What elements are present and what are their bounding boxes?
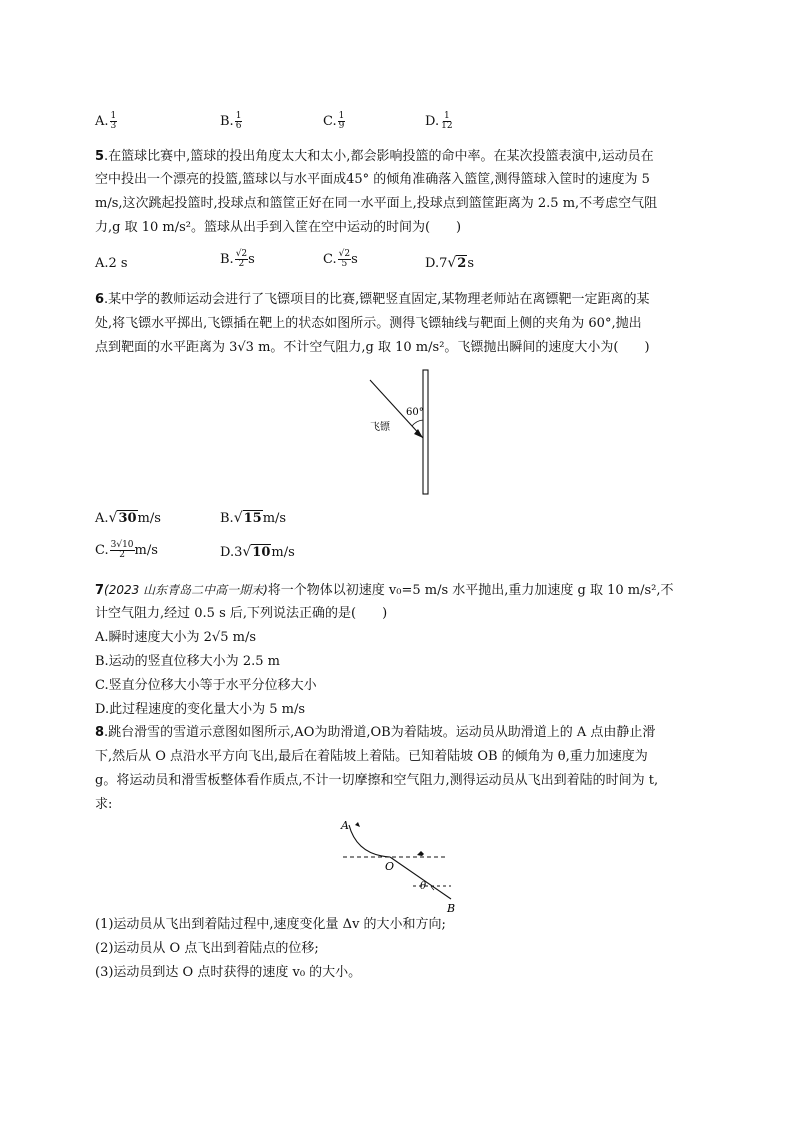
q5-option-a: A. 2 s <box>95 256 128 271</box>
point-a-label: A <box>341 819 349 832</box>
q8-sub-2: (2)运动员从 O 点飞出到着陆点的位移; <box>95 941 319 956</box>
q5-option-d: D. 7 √ 2 s <box>425 255 475 271</box>
fraction: $\frac{3√10}{2}$ <box>110 540 134 560</box>
q6-line-1: 6.某中学的教师运动会进行了飞镖项目的比赛,镖靶竖直固定,某物理老师站在离镖靶一定距离的某 <box>95 292 650 307</box>
square-root: √ 2 <box>447 255 467 271</box>
q7-option-b: B.运动的竖直位移大小为 2.5 m <box>95 654 280 669</box>
point-o-label: O <box>385 860 395 873</box>
run-in-slope <box>349 825 390 857</box>
fraction: $\frac{1}{3}$ <box>110 111 117 131</box>
q4-option-d: D. $\frac{1}{12}$ <box>425 111 453 131</box>
question-number: 5 <box>95 149 105 164</box>
q5-line-1: 5.在篮球比赛中,篮球的投出角度太大和太小,都会影响投篮的命中率。在某次投篮表演中,运动员在 <box>95 149 654 164</box>
q6-option-c: C. $\frac{3√10}{2}$ m/s <box>95 540 158 560</box>
question-source: (2023 山东青岛二中高一期末) <box>104 583 268 597</box>
q6-option-b: B. √ 15 m/s <box>220 510 287 526</box>
angle-label: 60° <box>406 407 424 418</box>
fraction: $\frac{1}{9}$ <box>338 111 345 131</box>
q7-option-a: A.瞬时速度大小为 2√5 m/s <box>95 630 256 645</box>
q5-line-3: m/s,这次跳起投篮时,投球点和篮筐正好在同一水平面上,投球点到篮筐距离为 2.5 m,不考虑空气阻 <box>95 196 658 211</box>
q6-option-a: A. √ 30 m/s <box>95 510 161 526</box>
question-number: 8 <box>95 725 105 740</box>
skier-at-a-icon <box>355 822 360 827</box>
q8-sub-3: (3)运动员到达 O 点时获得的速度 v₀ 的大小。 <box>95 965 362 980</box>
question-number: 7 <box>95 583 105 598</box>
dart-label: 飞镖 <box>370 422 390 433</box>
q4-option-c: C. $\frac{1}{9}$ <box>323 111 345 131</box>
q5-option-b: B. $\frac{√2}{2}$ s <box>220 249 255 269</box>
fraction: $\frac{√2}{2}$ <box>235 249 248 269</box>
angle-arc <box>412 420 423 426</box>
q8-line-4: 求: <box>95 797 113 812</box>
q8-line-3: g。将运动员和滑雪板整体看作质点,不计一切摩擦和空气阻力,测得运动员从飞出到着陆的时间为 t, <box>95 773 659 788</box>
q7-option-c: C.竖直分位移大小等于水平分位移大小 <box>95 678 317 693</box>
q4-option-b: B. $\frac{1}{6}$ <box>220 111 242 131</box>
q6-option-d: D. 3 √ 10 m/s <box>220 544 295 560</box>
theta-label: θ <box>420 881 427 892</box>
fraction: $\frac{√2}{5}$ <box>338 249 351 269</box>
question-number: 6 <box>95 292 105 307</box>
q7-option-d: D.此过程速度的变化量大小为 5 m/s <box>95 702 306 717</box>
square-root: √ 10 <box>242 544 271 560</box>
square-root: √ 30 <box>108 510 137 526</box>
q6-line-2: 处,将飞镖水平掷出,飞镖插在靶上的状态如图所示。测得飞镖轴线与靶面上侧的夹角为 60°,抛出 <box>95 316 642 331</box>
q5-line-4: 力,g 取 10 m/s²。篮球从出手到入筐在空中运动的时间为( ) <box>95 220 462 235</box>
q8-line-2: 下,然后从 O 点沿水平方向飞出,最后在着陆坡上着陆。已知着陆坡 OB 的倾角为 θ,重力加速度为 <box>95 749 648 764</box>
q8-line-1: 8.跳台滑雪的雪道示意图如图所示,AO为助滑道,OB为着陆坡。运动员从助滑道上的 A 点由静止滑 <box>95 725 656 740</box>
skier-at-o-icon <box>417 851 424 856</box>
dart-target-figure <box>360 368 440 496</box>
q5-option-c: C. $\frac{√2}{5}$ s <box>323 249 358 269</box>
q6-line-3: 点到靶面的水平距离为 3√3 m。不计空气阻力,g 取 10 m/s²。飞镖抛出瞬间的速度大小为( ) <box>95 340 650 355</box>
square-root: √ 15 <box>233 510 262 526</box>
q4-option-a: A. $\frac{1}{3}$ <box>95 111 117 131</box>
q7-line-1: 7(2023 山东青岛二中高一期末)将一个物体以初速度 v₀=5 m/s 水平抛出,重力加速度 g 取 10 m/s²,不 <box>95 583 674 598</box>
q5-line-2: 空中投出一个漂亮的投篮,篮球以与水平面成45° 的倾角准确落入篮筐,测得篮球入筐时的速度为 5 <box>95 172 650 187</box>
target-board <box>423 370 428 494</box>
landing-slope <box>390 857 451 899</box>
point-b-label: B <box>447 902 456 915</box>
q8-sub-1: (1)运动员从飞出到着陆过程中,速度变化量 Δv 的大小和方向; <box>95 917 446 932</box>
ski-jump-figure <box>335 815 465 915</box>
fraction: $\frac{1}{12}$ <box>441 111 453 131</box>
fraction: $\frac{1}{6}$ <box>235 111 242 131</box>
q7-line-2: 计空气阻力,经过 0.5 s 后,下列说法正确的是( ) <box>95 606 388 621</box>
